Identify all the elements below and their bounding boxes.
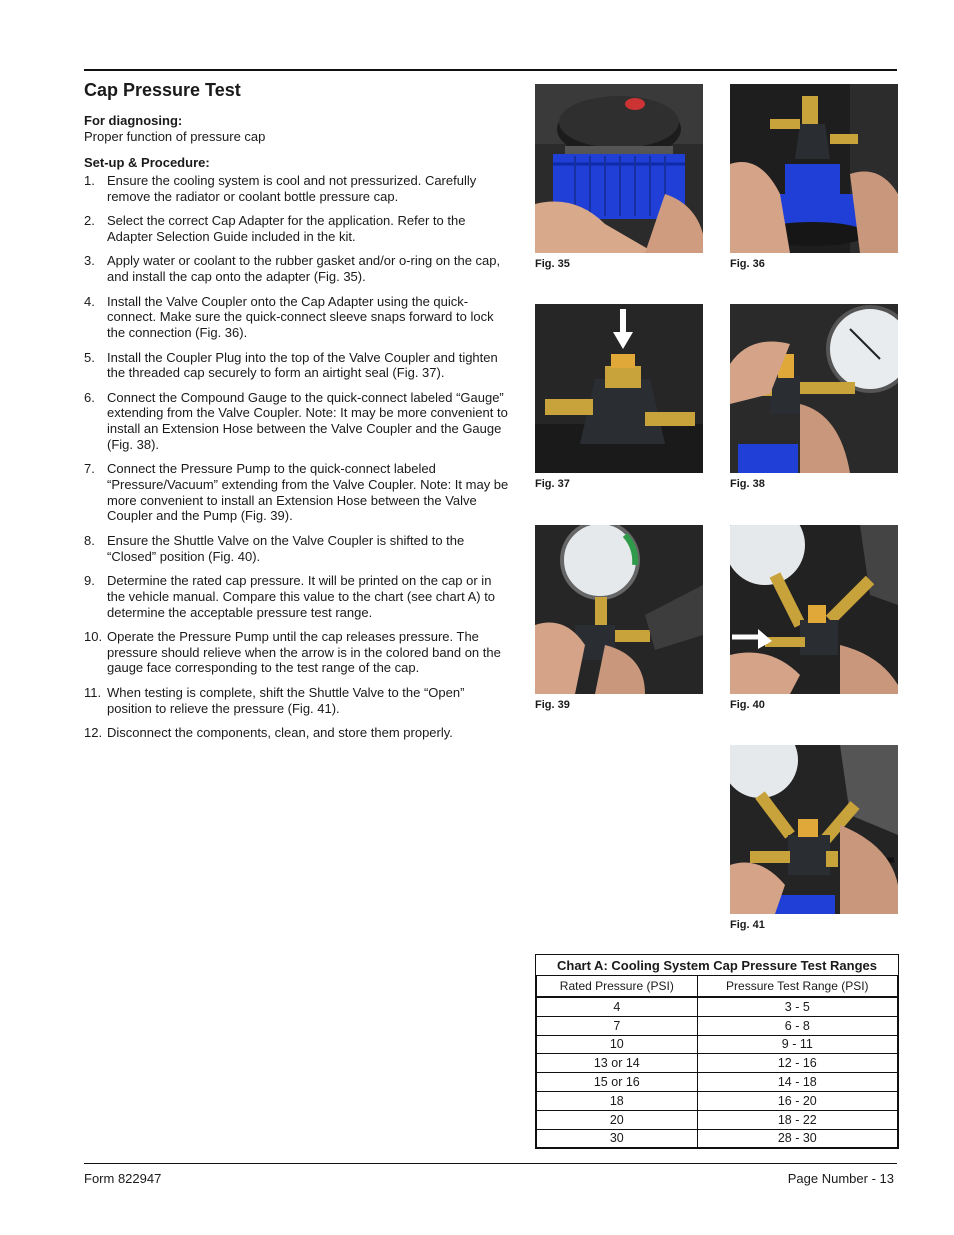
figure-35	[535, 84, 703, 270]
figure-37	[535, 304, 703, 490]
figure-41	[730, 745, 898, 931]
step-7: 7. Connect the Pressure Pump to the quick-connect labeled “Pressure/Vacuum” extending from the Valve Coupler. Note: It may be more convenient to install an Extension Hose between the Valve Coupler and the Pump (Fig. 39).	[84, 461, 509, 524]
diagnosing-text: Proper function of pressure cap	[84, 129, 266, 144]
fig-37-caption: Fig. 37	[535, 478, 570, 490]
fig-40-photo	[730, 525, 898, 694]
fig-41-caption: Fig. 41	[730, 919, 765, 931]
step-6: 6. Connect the Compound Gauge to the quick-connect labeled “Gauge” extending from the Valve Coupler. Note: It may be more convenient to install an Extension Hose between the Valve Coupler and the Gauge (Fig. 38).	[84, 389, 508, 452]
step-1: 1. Ensure the cooling system is cool and not pressurized. Carefully remove the radiator or coolant bottle pressure cap.	[84, 173, 477, 204]
table-row: 7 6 - 8	[537, 1016, 898, 1035]
bottom-rule	[84, 1163, 897, 1164]
step-10: 10. Operate the Pressure Pump until the cap releases pressure. The pressure should relieve when the arrow is in the colored band on the gauge face corresponding to the test range of the cap.	[84, 629, 501, 676]
fig-40-caption: Fig. 40	[730, 699, 765, 711]
procedure-heading: Set-up & Procedure:	[84, 155, 210, 170]
table-row: 30 28 - 30	[537, 1129, 898, 1148]
column-header-rated: Rated Pressure (PSI)	[537, 976, 698, 998]
fig-38-caption: Fig. 38	[730, 478, 765, 490]
pressure-table	[536, 955, 898, 1148]
figure-38	[730, 304, 898, 490]
pressure-chart	[535, 954, 899, 1149]
fig-38-photo	[730, 304, 898, 473]
table-row: 4 3 - 5	[537, 997, 898, 1016]
table-row: 20 18 - 22	[537, 1110, 898, 1129]
diagnosing-heading: For diagnosing:	[84, 113, 183, 128]
fig-37-photo	[535, 304, 703, 473]
table-row: 10 9 - 11	[537, 1035, 898, 1054]
step-8: 8. Ensure the Shuttle Valve on the Valve Coupler is shifted to the “Closed” position (Fig. 40).	[84, 532, 465, 564]
step-12: 12. Disconnect the components, clean, and store them properly.	[84, 725, 453, 741]
procedure-steps	[84, 173, 509, 741]
step-3: 3. Apply water or coolant to the rubber gasket and/or o-ring on the cap, and install the cap onto the adapter (Fig. 35).	[84, 253, 501, 285]
form-number: Form 822947	[84, 1171, 162, 1186]
step-11: 11. When testing is complete, shift the Shuttle Valve to the “Open” position to relieve the pressure (Fig. 41).	[84, 684, 465, 716]
fig-35-caption: Fig. 35	[535, 258, 570, 270]
top-rule	[84, 69, 897, 71]
step-4: 4. Install the Valve Coupler onto the Cap Adapter using the quick-connect. Make sure the quick-connect sleeve snaps forward to lock the connection (Fig. 36).	[84, 293, 494, 341]
fig-41-photo	[730, 745, 898, 914]
figure-39	[535, 525, 703, 711]
table-row: 15 or 16 14 - 18	[537, 1073, 898, 1092]
fig-39-photo	[535, 525, 703, 694]
procedure-column	[84, 80, 509, 750]
table-row: 18 16 - 20	[537, 1091, 898, 1110]
fig-36-caption: Fig. 36	[730, 258, 765, 270]
fig-36-photo	[730, 84, 898, 253]
page-number: Page Number - 13	[787, 1171, 894, 1186]
step-5: 5. Install the Coupler Plug into the top of the Valve Coupler and tighten the threaded cap securely to form an airtight seal (Fig. 37).	[84, 349, 498, 381]
step-2: 2. Select the correct Cap Adapter for the application. Refer to the Adapter Selection Guide included in the kit.	[84, 213, 466, 244]
table-row: 13 or 14 12 - 16	[537, 1054, 898, 1073]
step-9: 9. Determine the rated cap pressure. It will be printed on the cap or in the vehicle manual. Compare this value to the chart (see chart A) to determine the acceptable pressure test range.	[84, 573, 496, 620]
figure-40	[730, 525, 898, 711]
chart-title: Chart A: Cooling System Cap Pressure Test Ranges	[537, 955, 898, 976]
column-header-range: Pressure Test Range (PSI)	[697, 976, 897, 998]
figure-36	[730, 84, 898, 270]
fig-35-photo	[535, 84, 703, 253]
fig-39-caption: Fig. 39	[535, 699, 570, 711]
page-title: Cap Pressure Test	[84, 80, 241, 100]
